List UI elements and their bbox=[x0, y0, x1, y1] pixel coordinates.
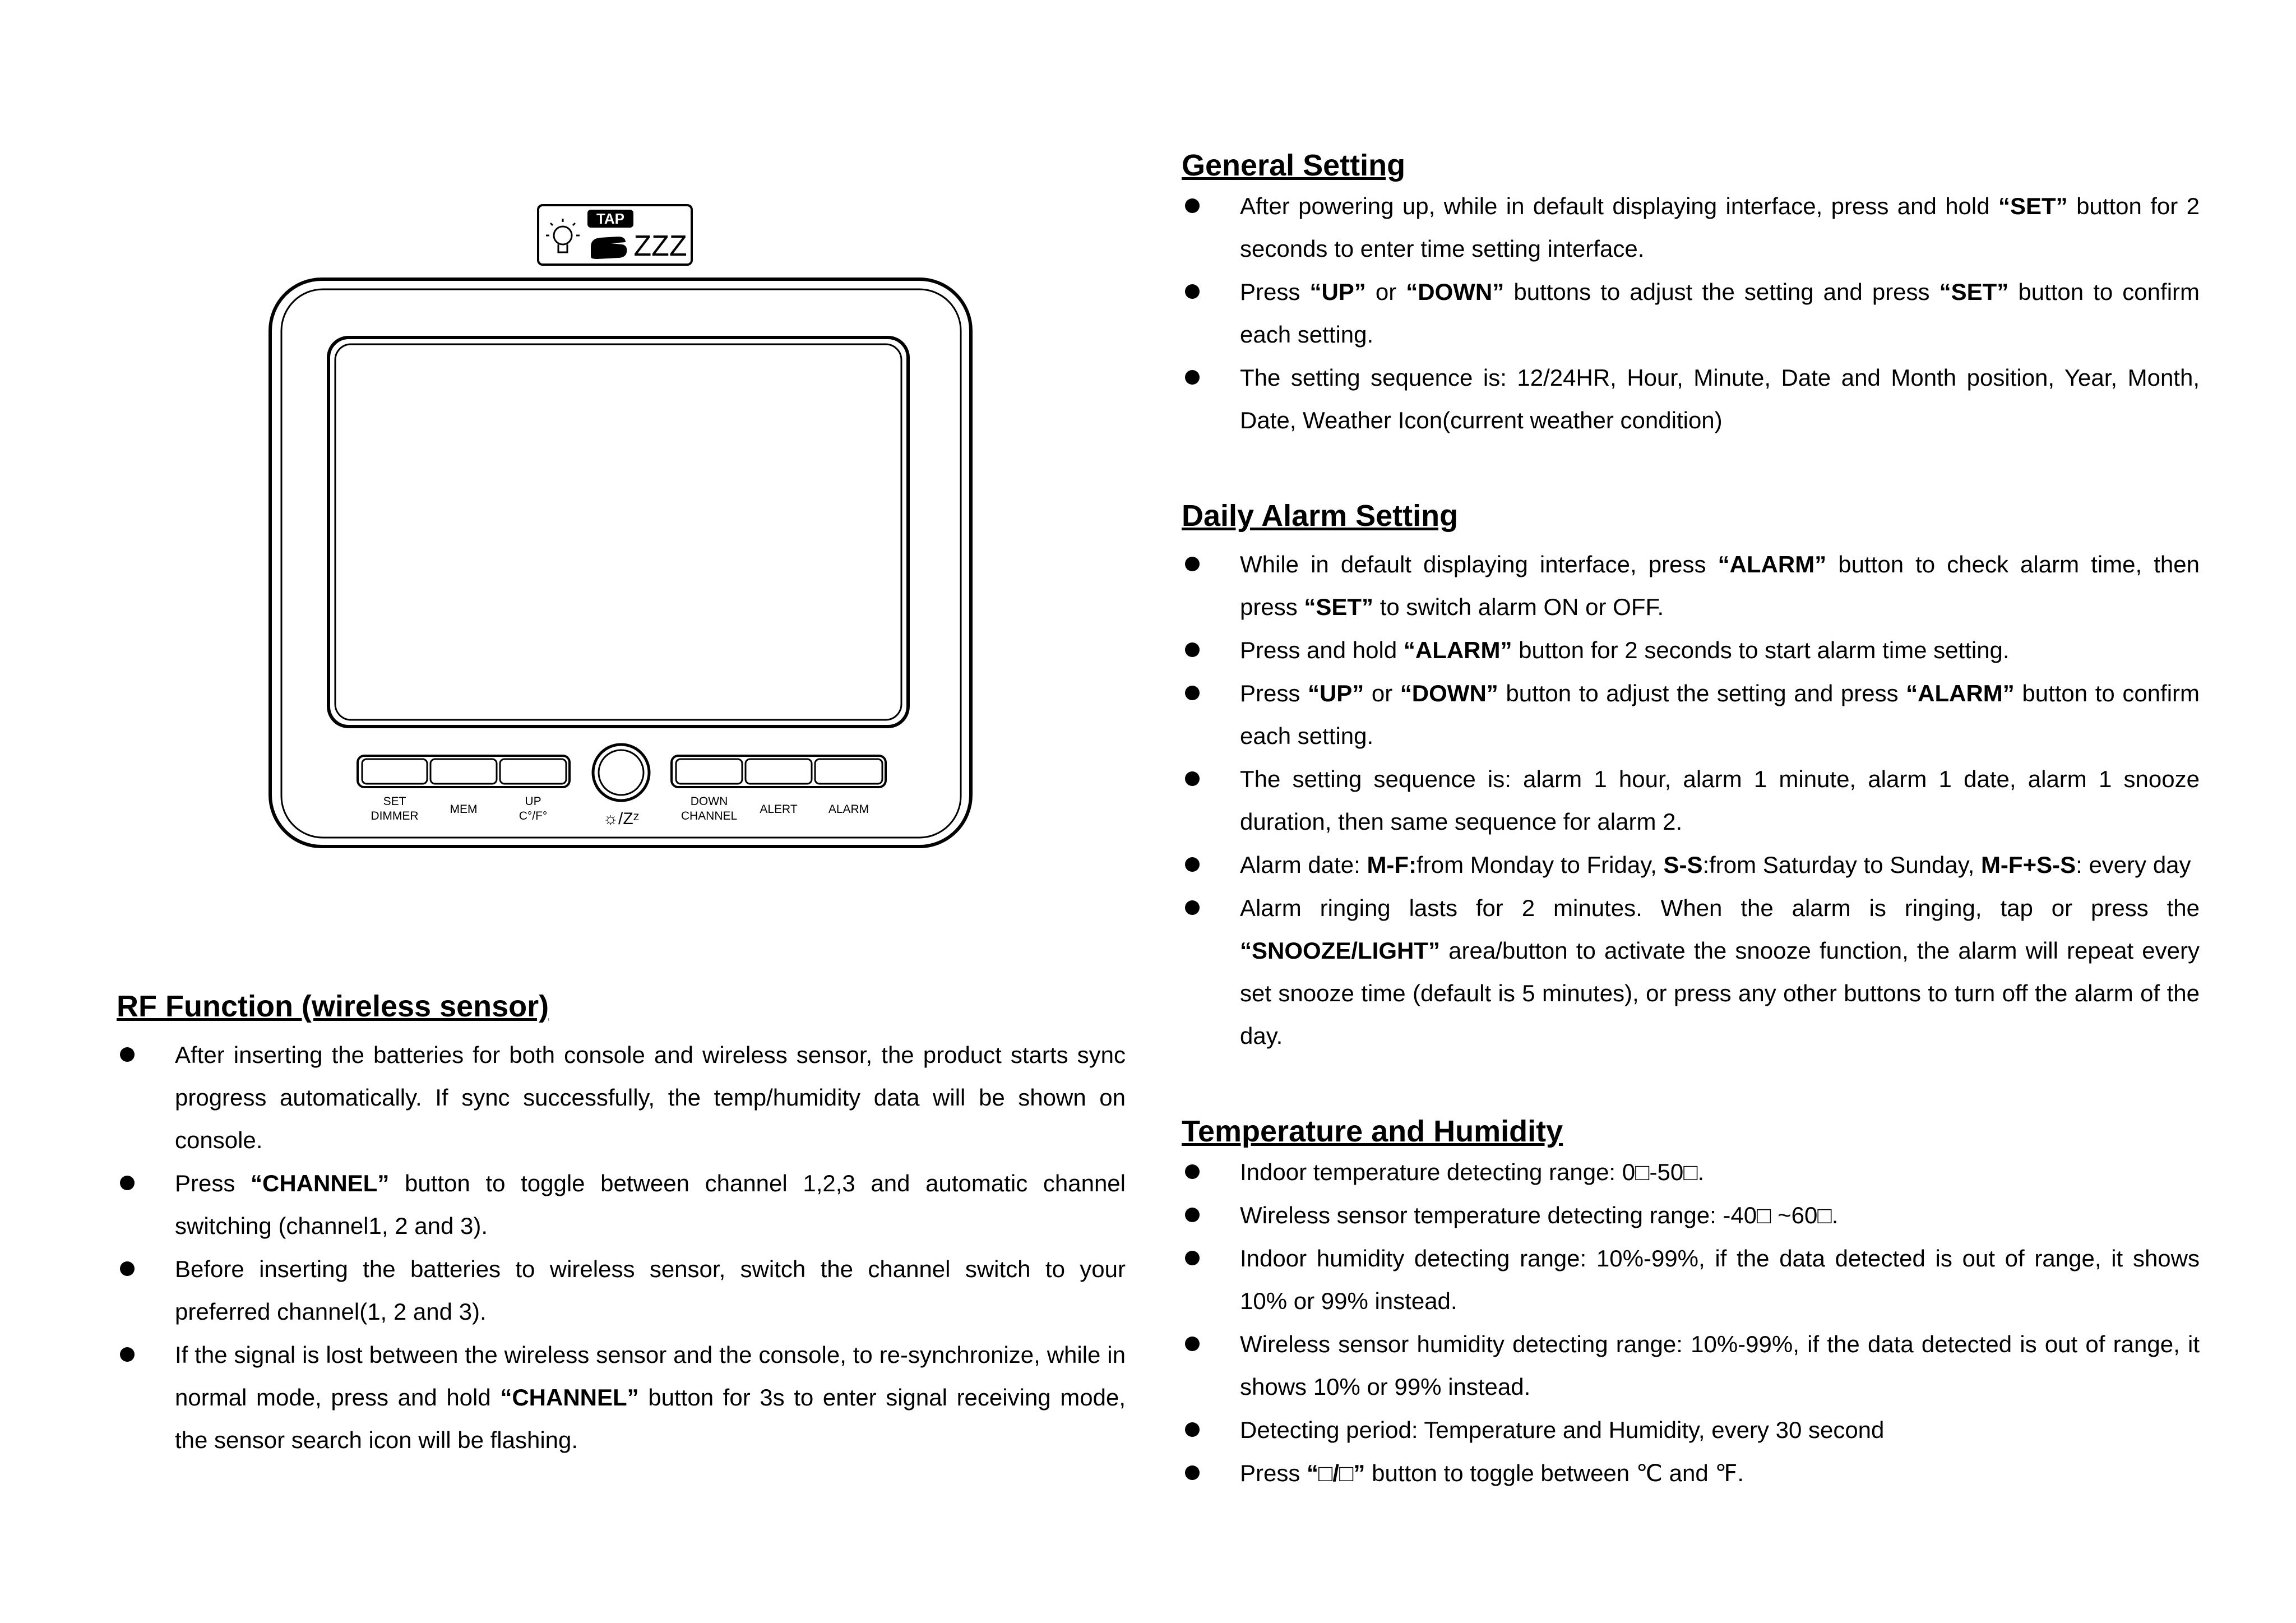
alarm-button[interactable] bbox=[815, 759, 882, 784]
bullet-icon bbox=[1185, 1208, 1200, 1222]
alert-label: ALERT bbox=[760, 803, 798, 816]
temperature-humidity-list bbox=[1182, 1151, 2200, 1495]
bullet-icon bbox=[1185, 686, 1200, 700]
daily-alarm-section bbox=[1182, 496, 2200, 1057]
set-button[interactable] bbox=[362, 759, 427, 784]
dimmer-label: DIMMER bbox=[371, 810, 419, 822]
bullet-icon bbox=[120, 1176, 135, 1190]
down-button[interactable] bbox=[676, 759, 742, 784]
lcd-screen bbox=[328, 337, 908, 727]
rf-function-heading: RF Function (wireless sensor) bbox=[117, 989, 549, 1023]
console-body bbox=[270, 279, 971, 847]
list-item: If the signal is lost between the wireless sensor and the console, to re-synchronize, while in normal mode, press and hold “CHANNEL” button for 3s to enter signal receiving mode, the sensor search icon will be flashing. bbox=[117, 1334, 1126, 1462]
bullet-icon bbox=[1185, 857, 1200, 872]
list-item: Press and hold “ALARM” button for 2 seconds to start alarm time setting. bbox=[1182, 629, 2200, 672]
rf-function-list bbox=[117, 1034, 1126, 1462]
zzz-icon: ZZZ bbox=[633, 230, 687, 262]
list-item: The setting sequence is: alarm 1 hour, alarm 1 minute, alarm 1 date, alarm 1 snooze duration, then same sequence for alarm 2. bbox=[1182, 758, 2200, 843]
bullet-icon bbox=[1185, 1422, 1200, 1437]
bullet-icon bbox=[1185, 642, 1200, 657]
list-item: Before inserting the batteries to wireless sensor, switch the channel switch to your preferred channel(1, 2 and 3). bbox=[117, 1248, 1126, 1333]
list-item: The setting sequence is: 12/24HR, Hour, Minute, Date and Month position, Year, Month, Date, Weather Icon(current weather condition) bbox=[1182, 357, 2200, 442]
bullet-icon bbox=[1185, 771, 1200, 786]
general-setting-list bbox=[1182, 185, 2200, 442]
bullet-icon bbox=[1185, 557, 1200, 571]
list-item: Indoor temperature detecting range: 0□-50□. bbox=[1182, 1151, 2200, 1194]
rf-function-section bbox=[117, 987, 1126, 1462]
up-label: UP bbox=[525, 795, 541, 808]
list-item: While in default displaying interface, press “ALARM” button to check alarm time, then press “SET” to switch alarm ON or OFF. bbox=[1182, 543, 2200, 628]
temperature-humidity-section bbox=[1182, 1112, 2200, 1495]
list-item: After powering up, while in default displaying interface, press and hold “SET” button for 2 seconds to enter time setting interface. bbox=[1182, 185, 2200, 270]
list-item: Wireless sensor humidity detecting range: 10%-99%, if the data detected is out of range, it shows 10% or 99% instead. bbox=[1182, 1323, 2200, 1408]
mem-label: MEM bbox=[450, 803, 478, 816]
channel-label: CHANNEL bbox=[681, 810, 738, 822]
daily-alarm-list bbox=[1182, 543, 2200, 1057]
list-item: Alarm date: M-F:from Monday to Friday, S-S:from Saturday to Sunday, M-F+S-S: every day bbox=[1182, 844, 2200, 886]
list-item: Press “UP” or “DOWN” buttons to adjust the setting and press “SET” button to confirm each setting. bbox=[1182, 271, 2200, 356]
snooze-light-label: ☼/Zᶻ bbox=[603, 810, 640, 828]
bullet-icon bbox=[120, 1347, 135, 1362]
alarm-label: ALARM bbox=[828, 803, 869, 816]
unit-label: C°/F° bbox=[519, 810, 548, 822]
settings-column bbox=[1182, 146, 2200, 1495]
list-item: Wireless sensor temperature detecting range: -40□ ~60□. bbox=[1182, 1194, 2200, 1237]
bullet-icon bbox=[1185, 1337, 1200, 1351]
bullet-icon bbox=[1185, 900, 1200, 915]
general-setting-heading: General Setting bbox=[1182, 149, 1406, 182]
list-item: Press “UP” or “DOWN” button to adjust the setting and press “ALARM” button to confirm each setting. bbox=[1182, 672, 2200, 757]
up-button[interactable] bbox=[500, 759, 566, 784]
set-label: SET bbox=[383, 795, 406, 808]
tap-snooze-badge bbox=[538, 205, 692, 265]
tap-label: TAP bbox=[596, 210, 625, 227]
list-item: Alarm ringing lasts for 2 minutes. When the alarm is ringing, tap or press the “SNOOZE/LIGHT” area/button to activate the snooze function, the alarm will repeat every set snooze time (default is 5 minutes), or press any other buttons to turn off the alarm of the day. bbox=[1182, 887, 2200, 1057]
device-illustration bbox=[263, 202, 981, 852]
alert-button[interactable] bbox=[746, 759, 812, 784]
list-item: Press “CHANNEL” button to toggle between channel 1,2,3 and automatic channel switching (channel1, 2 and 3). bbox=[117, 1162, 1126, 1247]
list-item: Detecting period: Temperature and Humidity, every 30 second bbox=[1182, 1409, 2200, 1451]
general-setting-section bbox=[1182, 146, 2200, 442]
bullet-icon bbox=[120, 1261, 135, 1276]
bullet-icon bbox=[1185, 1251, 1200, 1265]
down-label: DOWN bbox=[690, 795, 728, 808]
list-item: Indoor humidity detecting range: 10%-99%, if the data detected is out of range, it shows 10% or 99% instead. bbox=[1182, 1237, 2200, 1323]
daily-alarm-heading: Daily Alarm Setting bbox=[1182, 499, 1459, 533]
list-item: Press “□/□” button to toggle between ℃ and ℉. bbox=[1182, 1452, 2200, 1495]
temperature-humidity-heading: Temperature and Humidity bbox=[1182, 1115, 1563, 1148]
list-item: After inserting the batteries for both console and wireless sensor, the product starts sync progress automatically. If sync successfully, the temp/humidity data will be shown on console. bbox=[117, 1034, 1126, 1162]
bullet-icon bbox=[120, 1047, 135, 1062]
bullet-icon bbox=[1185, 198, 1200, 213]
bullet-icon bbox=[1185, 370, 1200, 385]
hand-icon bbox=[591, 237, 627, 259]
bullet-icon bbox=[1185, 284, 1200, 299]
mem-button[interactable] bbox=[430, 759, 497, 784]
bullet-icon bbox=[1185, 1465, 1200, 1480]
snooze-light-button[interactable] bbox=[593, 745, 649, 801]
bullet-icon bbox=[1185, 1164, 1200, 1179]
